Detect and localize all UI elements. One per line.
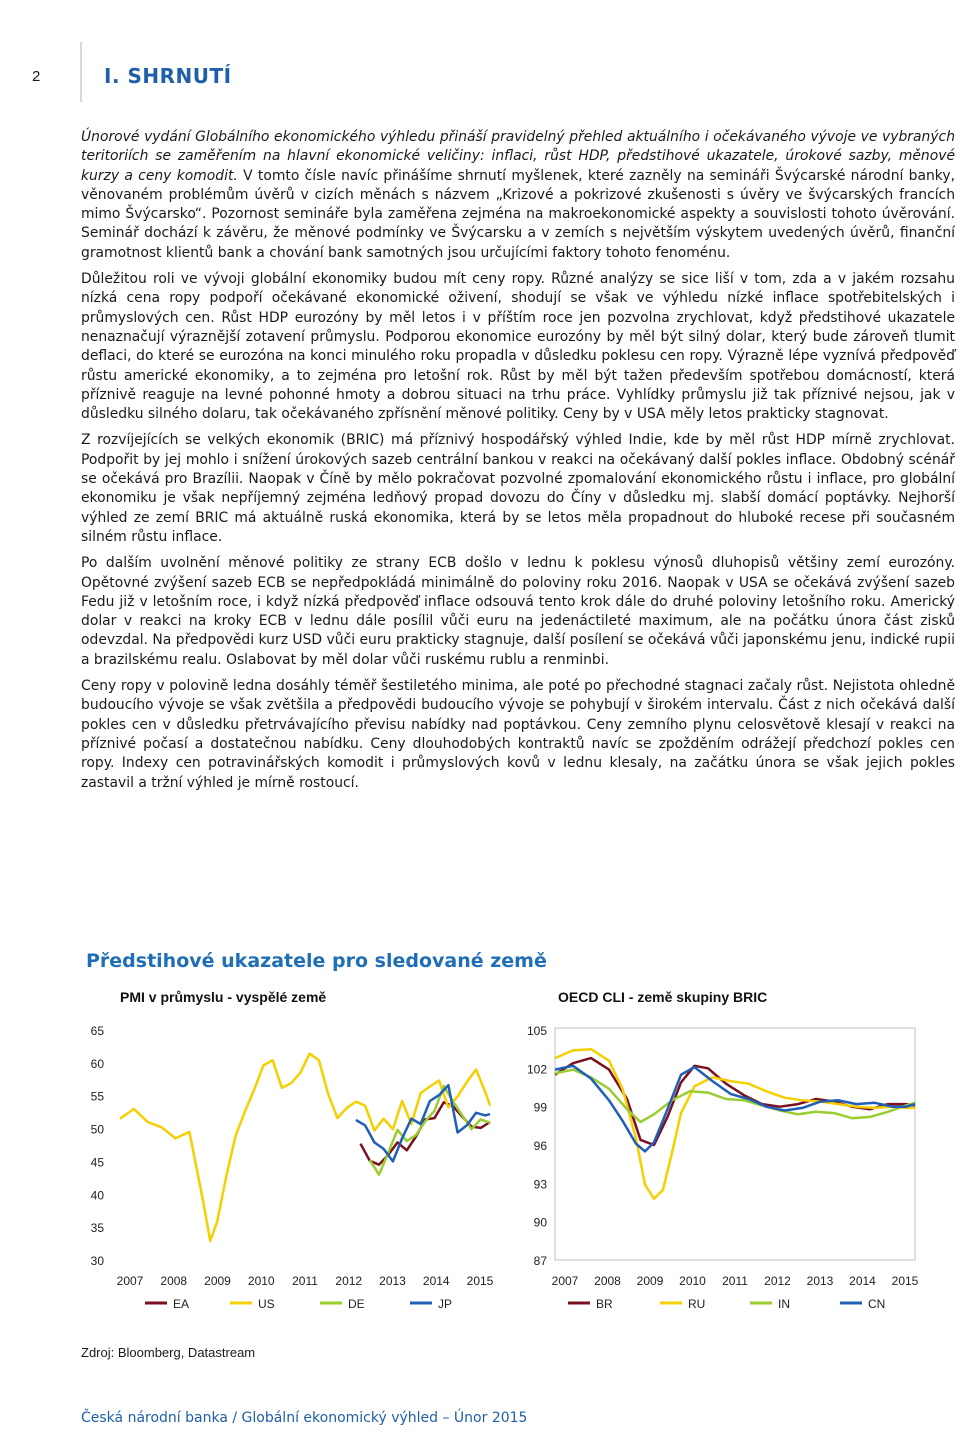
x-tick-label: 2009 [636,1274,664,1288]
oecd-cli-chart [500,978,950,1338]
y-tick-label: 60 [90,1056,104,1071]
paragraph-1-text: V tomto čísle navíc přinášíme shrnutí myšlenek, které zazněly na semináři Švýcarské národní banky, věnovaném problémům úvěrů v cizích měnách s názvem „Krizové a pokrizové zkušenosti s úvěry ve švýcarských francích mimo Švýcarsko“. Pozornost semináře byla zaměřena zejména na makroekonomické aspekty a souvislosti tohoto úvěrování. Seminář dochází k závěru, že měnové podmínky ve Švýcarsku a v zemích s největším výskytem uvedených úvěrů, finanční gramotnost klientů bank a chování bank samotných jsou určujícími faktory tohoto fenoménu. [81,167,955,261]
chart-title: PMI v průmyslu - vyspělé země [120,989,327,1005]
y-tick-label: 40 [90,1188,104,1203]
paragraph-2: Důležitou roli ve vývoji globální ekonomiky budou mít ceny ropy. Různé analýzy se sice liší v tom, zda a v jakém rozsahu nízká cena ropy podpoří očekávané ekonomické oživení, shodují se však ve výhledu nízké inflace spotřebitelských i průmyslových cen. Růst HDP eurozóny by měl letos i v příštím roce jen pozvolna zrychlovat, když předstihové ukazatele nenaznačují výraznější zotavení průmyslu. Podporou ekonomice eurozóny by měl být silný dolar, který bude zároveň tlumit deflaci, do které se eurozóna na konci minulého roku propadla v důsledku poklesu cen ropy. Výrazně lépe vyznívá předpověď růstu americké ekonomiky, a to zejména pro letošní rok. Růst by měl být tažen především spotřebou domácností, která příznivě reaguje na levné pohonné hmoty a dobrou situaci na trhu práce. Vyhlídky průmyslu již tak příznivé nejsou, jak v důsledku silného dolaru, tak očekávaného zpřísnění měnové politiky. Ceny by v USA měly letos prakticky stagnovat. [81,271,955,423]
y-tick-label: 99 [533,1100,547,1115]
y-tick-label: 30 [90,1254,104,1268]
x-tick-label: 2015 [466,1274,494,1288]
y-tick-label: 45 [90,1155,104,1170]
legend-label-ea: EA [173,1297,190,1311]
paragraph-1 [81,128,955,263]
y-tick-label: 105 [526,1024,547,1038]
series-line-de [370,1086,490,1175]
x-tick-label: 2013 [806,1274,834,1288]
legend-label-jp: JP [438,1297,453,1311]
y-tick-label: 55 [90,1089,104,1104]
section-heading: I. SHRNUTÍ [104,64,232,88]
legend-label-ru: RU [688,1297,706,1311]
figure-title: Předstihové ukazatele pro sledované země [86,950,547,972]
x-tick-label: 2011 [722,1274,748,1288]
y-tick-label: 50 [90,1122,104,1137]
x-tick-label: 2012 [335,1274,363,1288]
x-tick-label: 2009 [204,1274,231,1288]
figure-source: Zdroj: Bloomberg, Datastream [81,1345,256,1360]
page-number: 2 [32,68,41,85]
x-tick-label: 2008 [594,1274,621,1288]
paragraph-3: Z rozvíjejících se velkých ekonomik (BRIC) má příznivý hospodářský výhled Indie, kde by měl růst HDP mírně zrychlovat. Podpořit by jej mohlo i snížení úrokových sazeb centrální bankou v reakci na očekávaný další pokles inflace. Obdobný scénář se očekává pro Brazílii. Naopak v Číně by mělo pokračovat pozvolné zpomalování ekonomického růstu i inflace, pro globální ekonomiku je však nepříjemný zejména ledňový propad dovozu do Číny v důsledku mj. slabší domácí poptávky. Nejhorší výhled ze zemí BRIC má aktuálně ruská ekonomika, která by se letos měla propadnout do hluboké recese při současném silném růstu inflace. [81,432,955,545]
series-line-us [120,1054,490,1241]
y-tick-label: 87 [533,1254,547,1268]
paragraph-4: Po dalším uvolnění měnové politiky ze strany ECB došlo v lednu k poklesu výnosů dluhopisů většiny zemí eurozóny. Opětovné zvýšení sazeb ECB se nepředpokládá minimálně do poloviny roku 2016. Naopak v USA se očekává zvýšení sazeb Fedu již v letošním roce, i když nízká předpověď inflace odsouvá tento krok dále do druhé poloviny letošního roku. Americký dolar v reakci na kroky ECB v lednu dále posílil vůči euru na jedenáctileté maximum, ale na počátku února část zisků odevzdal. Na předpovědi kurz USD vůči euru prakticky stagnuje, další posílení se očekává vůči japonskému jenu, indické rupii a brazilskému realu. Oslabovat by měl dolar vůči ruskému rublu a renminbi. [81,555,955,668]
x-tick-label: 2015 [891,1274,919,1288]
header-divider [80,42,82,102]
legend-label-us: US [258,1297,275,1311]
x-tick-label: 2010 [679,1274,706,1288]
legend-label-in: IN [778,1297,790,1311]
legend-label-br: BR [596,1297,613,1311]
x-tick-label: 2008 [160,1274,188,1288]
x-tick-label: 2007 [116,1274,144,1288]
y-tick-label: 102 [526,1062,547,1077]
y-tick-label: 90 [533,1215,547,1230]
legend-label-de: DE [348,1297,365,1311]
paragraph-5: Ceny ropy v polovině ledna dosáhly téměř šestiletého minima, ale poté po přechodné stagnaci začaly růst. Nejistota ohledně budoucího vývoje se však zvětšila a předpovědi budoucího vývoje se pohybují v širokém intervalu. Část z nich očekává další pokles cen v důsledku přetrvávajícího převisu nabídky nad poptávkou. Ceny zemního plynu celosvětově klesají v reakci na příznivé počasí a dostatečnou nabídku. Ceny dlouhodobých kontraktů navíc se zpožděním odrážejí předchozí pokles cen ropy. Indexy cen potravinářských komodit i průmyslových kovů v lednu klesaly, na začátku února se však jejich pokles zastavil a tržní výhled je mírně rostoucí. [81,678,955,791]
paragraph-1-intro: Únorové vydání Globálního ekonomického výhledu přináší pravidelný přehled aktuálního i očekávaného vývoje ve vybraných teritoriích se zaměřením na hlavní ekonomické veličiny: inflaci, růst HDP, předstihové ukazatele, úrokové sazby, měnové kurzy a ceny komodit. [81,129,955,184]
x-tick-label: 2007 [551,1274,579,1288]
y-tick-label: 35 [90,1221,104,1236]
summary-text [81,128,955,800]
y-tick-label: 96 [533,1139,547,1153]
x-tick-label: 2011 [292,1274,318,1288]
y-tick-label: 93 [533,1177,547,1192]
x-tick-label: 2012 [764,1274,791,1288]
x-tick-label: 2010 [247,1274,275,1288]
legend-label-cn: CN [868,1297,886,1311]
x-tick-label: 2014 [849,1274,876,1288]
x-tick-label: 2013 [379,1274,406,1288]
page-footer: Česká národní banka / Globální ekonomický výhled – Únor 2015 [81,1410,528,1426]
y-tick-label: 65 [90,1024,104,1038]
chart-title: OECD CLI - země skupiny BRIC [558,989,768,1005]
x-tick-label: 2014 [422,1274,450,1288]
pmi-chart [60,978,510,1338]
